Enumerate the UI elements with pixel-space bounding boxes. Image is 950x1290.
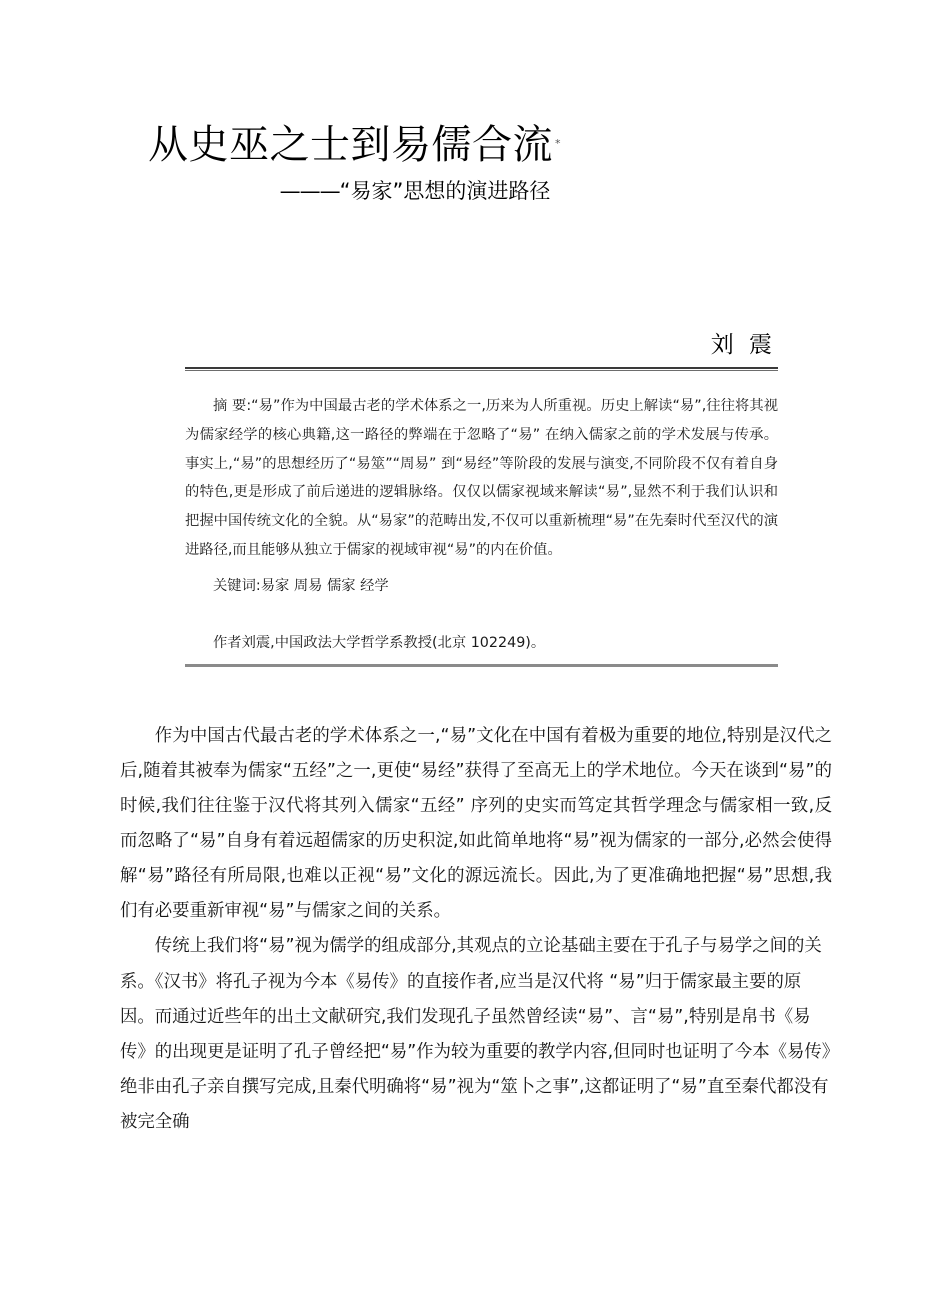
main-body bbox=[0, 719, 950, 1141]
abstract-label: 摘 要: bbox=[213, 397, 252, 414]
abstract-text: “易”作为中国最古老的学术体系之一,历来为人所重视。历史上解读“易”,往往将其视为儒家经学的核心典籍,这一路径的弊端在于忽略了“易” 在纳入儒家之前的学术发展与传承。事实上,“易”的思想经历了“易筮”“周易” 到“易经”等阶段的发展与演变,不同阶段不仅有着自身的特色,更是形成了前后递进的逻辑脉络。仅仅以儒家视域来解读“易”,显然不利于我们认识和把握中国传统文化的全貌。从“易家”的范畴出发,不仅可以重新梳理“易”在先秦时代至汉代的演进路径,而且能够从独立于儒家的视域审视“易”的内在价值。 bbox=[185, 397, 778, 559]
title-block bbox=[0, 0, 950, 205]
author-zone bbox=[0, 333, 950, 370]
affiliation-zone bbox=[185, 629, 778, 667]
body-paragraph-1: 作为中国古代最古老的学术体系之一,“易”文化在中国有着极为重要的地位,特别是汉代之后,随着其被奉为儒家“五经”之一,更使“易经”获得了至高无上的学术地位。今天在谈到“易”的时候,我们往往鉴于汉代将其列入儒家“五经” 序列的史实而笃定其哲学理念与儒家相一致,反而忽略了“易”自身有着远超儒家的历史积淀,如此简单地将“易”视为儒家的一部分,必然会使得解“易”路径有所局限,也难以正视“易”文化的源远流长。因此,为了更准确地把握“易”思想,我们有必要重新审视“易”与儒家之间的关系。 bbox=[120, 725, 832, 922]
author-divider-rule bbox=[185, 367, 778, 371]
subtitle-text: “易家”思想的演进路径 bbox=[339, 179, 551, 204]
title-footnote-marker: * bbox=[555, 137, 561, 150]
page-title bbox=[148, 122, 830, 169]
body-paragraph-2: 传统上我们将“易”视为儒学的组成部分,其观点的立论基础主要在于孔子与易学之间的关系。《汉书》将孔子视为今本《易传》的直接作者,应当是汉代将 “易”归于儒家最主要的原因。而通过近些年的出土文献研究,我们发现孔子虽然曾经读“易”、言“易”,特别是帛书《易传》的出现更是证明了孔子曾经把“易”作为较为重要的教学内容,但同时也证明了今本《易传》绝非由孔子亲自撰写完成,且秦代明确将“易”视为“筮卜之事”,这都证明了“易”直至秦代都没有被完全确 bbox=[120, 936, 831, 1133]
author-affiliation bbox=[185, 629, 778, 664]
page-subtitle bbox=[148, 178, 830, 205]
affiliation-text: 作者刘震,中国政法大学哲学系教授(北京 102249)。 bbox=[213, 634, 546, 651]
author-name: 刘 震 bbox=[710, 332, 776, 359]
subtitle-dash: ——— bbox=[279, 179, 340, 204]
keywords-line bbox=[185, 572, 778, 601]
keywords-text: 易家 周易 儒家 经学 bbox=[260, 578, 389, 595]
abstract-paragraph bbox=[185, 392, 778, 565]
keywords-label: 关键词: bbox=[213, 578, 261, 595]
abstract-zone bbox=[0, 392, 950, 667]
page-title-text: 从史巫之士到易儒合流 bbox=[148, 122, 553, 168]
affiliation-divider-rule bbox=[185, 664, 778, 667]
